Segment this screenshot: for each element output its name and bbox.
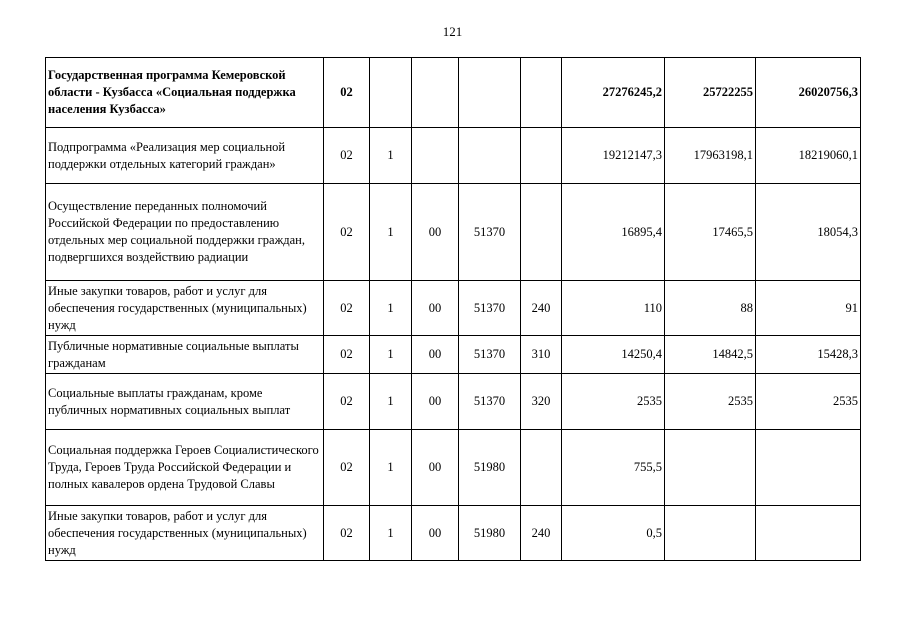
subprogram-code: 1 — [370, 184, 412, 281]
row-name: Государственная программа Кемеровской области - Кузбасса «Социальная поддержка населения Кузбасса» — [46, 58, 324, 128]
table-row — [46, 58, 861, 128]
year-3-amount: 2535 — [756, 374, 861, 430]
year-1-amount: 16895,4 — [562, 184, 665, 281]
program-code: 02 — [324, 506, 370, 561]
row-name: Социальные выплаты гражданам, кроме публичных нормативных социальных выплат — [46, 374, 324, 430]
direction-code: 00 — [412, 430, 459, 506]
expense-code: 51370 — [459, 281, 521, 336]
direction-code: 00 — [412, 336, 459, 374]
program-code: 02 — [324, 336, 370, 374]
subprogram-code: 1 — [370, 128, 412, 184]
direction-code: 00 — [412, 374, 459, 430]
year-3-amount: 91 — [756, 281, 861, 336]
expense-type-code: 240 — [521, 281, 562, 336]
table-row — [46, 336, 861, 374]
year-1-amount: 2535 — [562, 374, 665, 430]
subprogram-code: 1 — [370, 374, 412, 430]
year-1-amount: 755,5 — [562, 430, 665, 506]
year-3-amount — [756, 430, 861, 506]
year-2-amount: 14842,5 — [665, 336, 756, 374]
subprogram-code: 1 — [370, 506, 412, 561]
direction-code: 00 — [412, 281, 459, 336]
table-row — [46, 281, 861, 336]
year-2-amount: 88 — [665, 281, 756, 336]
year-2-amount: 25722255 — [665, 58, 756, 128]
table-row — [46, 374, 861, 430]
direction-code — [412, 128, 459, 184]
expense-type-code: 310 — [521, 336, 562, 374]
row-name: Осуществление переданных полномочий Российской Федерации по предоставлению отдельных мер социальной поддержки граждан, подвергшихся воздействию радиации — [46, 184, 324, 281]
expense-code — [459, 128, 521, 184]
expense-code: 51980 — [459, 430, 521, 506]
year-2-amount: 17465,5 — [665, 184, 756, 281]
subprogram-code — [370, 58, 412, 128]
direction-code: 00 — [412, 184, 459, 281]
page-number: 121 — [442, 24, 463, 39]
year-1-amount: 110 — [562, 281, 665, 336]
expense-code: 51370 — [459, 336, 521, 374]
program-code: 02 — [324, 58, 370, 128]
year-1-amount: 27276245,2 — [562, 58, 665, 128]
direction-code: 00 — [412, 506, 459, 561]
subprogram-code: 1 — [370, 430, 412, 506]
year-3-amount: 15428,3 — [756, 336, 861, 374]
expense-type-code: 240 — [521, 506, 562, 561]
row-name: Иные закупки товаров, работ и услуг для обеспечения государственных (муниципальных) нужд — [46, 506, 324, 561]
row-name: Социальная поддержка Героев Социалистического Труда, Героев Труда Российской Федерации и полных кавалеров ордена Трудовой Славы — [46, 430, 324, 506]
program-code: 02 — [324, 281, 370, 336]
expense-code — [459, 58, 521, 128]
row-name: Публичные нормативные социальные выплаты гражданам — [46, 336, 324, 374]
subprogram-code: 1 — [370, 336, 412, 374]
direction-code — [412, 58, 459, 128]
row-name: Подпрограмма «Реализация мер социальной поддержки отдельных категорий граждан» — [46, 128, 324, 184]
year-2-amount — [665, 506, 756, 561]
year-3-amount: 26020756,3 — [756, 58, 861, 128]
year-2-amount: 17963198,1 — [665, 128, 756, 184]
expense-type-code — [521, 128, 562, 184]
table-row — [46, 506, 861, 561]
year-2-amount — [665, 430, 756, 506]
year-2-amount: 2535 — [665, 374, 756, 430]
program-code: 02 — [324, 374, 370, 430]
expense-code: 51370 — [459, 184, 521, 281]
year-1-amount: 19212147,3 — [562, 128, 665, 184]
year-3-amount — [756, 506, 861, 561]
year-1-amount: 0,5 — [562, 506, 665, 561]
table-row — [46, 430, 861, 506]
expense-code: 51370 — [459, 374, 521, 430]
program-code: 02 — [324, 184, 370, 281]
year-3-amount: 18219060,1 — [756, 128, 861, 184]
expense-code: 51980 — [459, 506, 521, 561]
expense-type-code — [521, 58, 562, 128]
expense-type-code: 320 — [521, 374, 562, 430]
table-row — [46, 184, 861, 281]
table-row — [46, 128, 861, 184]
row-name: Иные закупки товаров, работ и услуг для обеспечения государственных (муниципальных) нужд — [46, 281, 324, 336]
program-code: 02 — [324, 128, 370, 184]
program-code: 02 — [324, 430, 370, 506]
expense-type-code — [521, 430, 562, 506]
year-3-amount: 18054,3 — [756, 184, 861, 281]
subprogram-code: 1 — [370, 281, 412, 336]
budget-table — [45, 57, 861, 561]
expense-type-code — [521, 184, 562, 281]
year-1-amount: 14250,4 — [562, 336, 665, 374]
